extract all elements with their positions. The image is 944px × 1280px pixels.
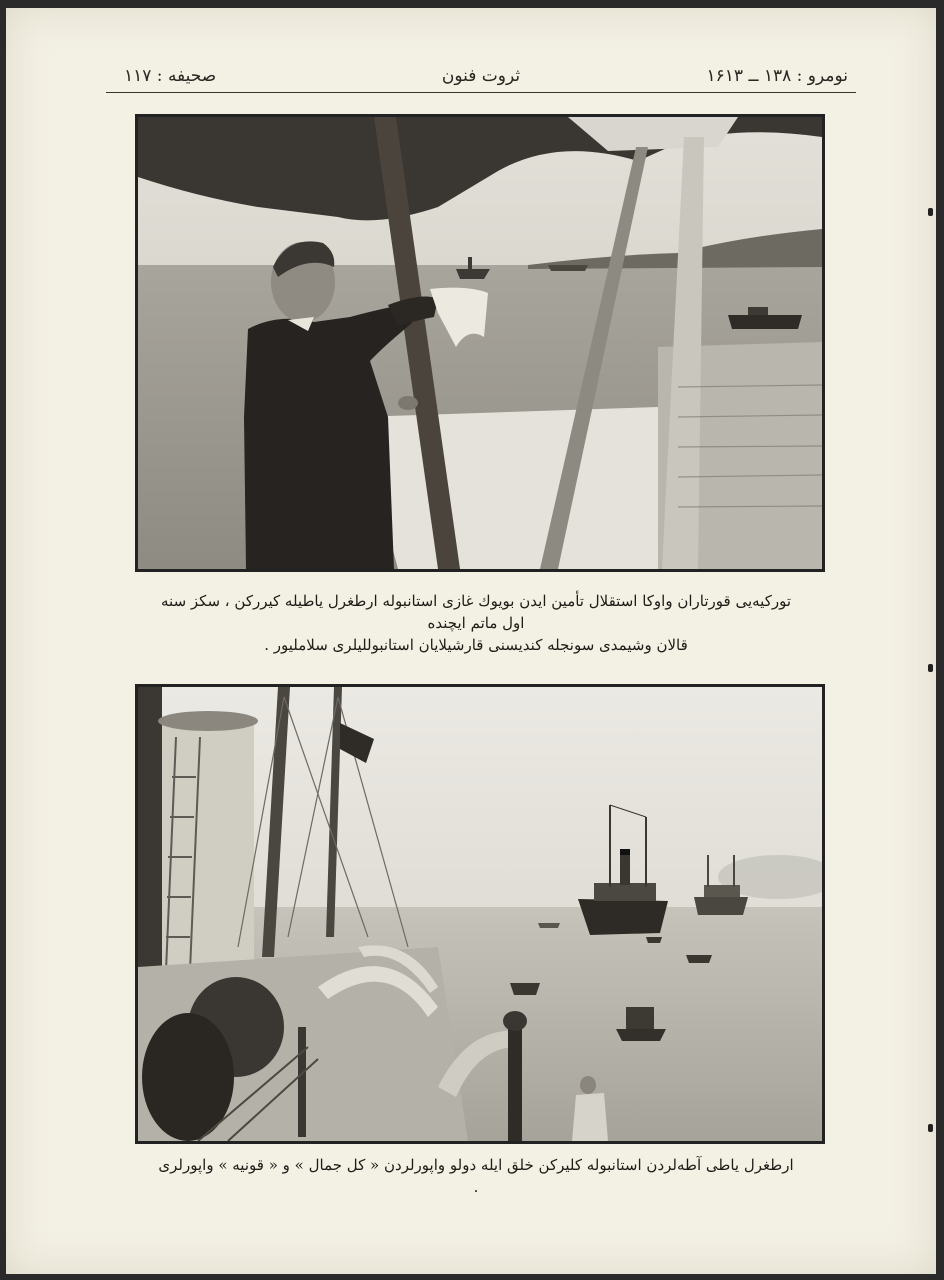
photo-2-caption [156, 1154, 796, 1198]
issue-number: نومرو : ۱۳۸ ــ ۱۶۱۳ [706, 66, 848, 86]
binding-mark [928, 1124, 933, 1132]
photo-ataturk-waving-image [138, 117, 822, 569]
caption-line: قالان وشیمدی سونجله کندیسنی قارشیلایان استانبوللیلری سلاملیور . [264, 636, 688, 654]
header-rule [106, 92, 856, 93]
binding-mark [928, 664, 933, 672]
binding-mark [928, 208, 933, 216]
photo-1-caption [156, 590, 796, 656]
newspaper-page [6, 8, 936, 1274]
magazine-title: ثروت فنون [441, 66, 521, 86]
caption-line: ارطغرل یاطی آطه‌لردن استانبوله کلیرکن خلق ایله دولو واپورلردن « کل جمال » و « قونیه » واپورلری . [158, 1156, 794, 1196]
photo-steamers-bosphorus [135, 684, 825, 1144]
page-number: صحیفه : ۱۱۷ [124, 66, 217, 86]
photo-steamers-bosphorus-image [138, 687, 822, 1141]
page-header [106, 62, 856, 92]
photo-ataturk-waving [135, 114, 825, 572]
caption-line: تورکیه‌یی قورتاران واوکا استقلال تأمین ایدن بویوك غازی استانبوله ارطغرل یاطیله کیررکن ، سکز سنه اول ماتم ایچنده [161, 592, 791, 632]
